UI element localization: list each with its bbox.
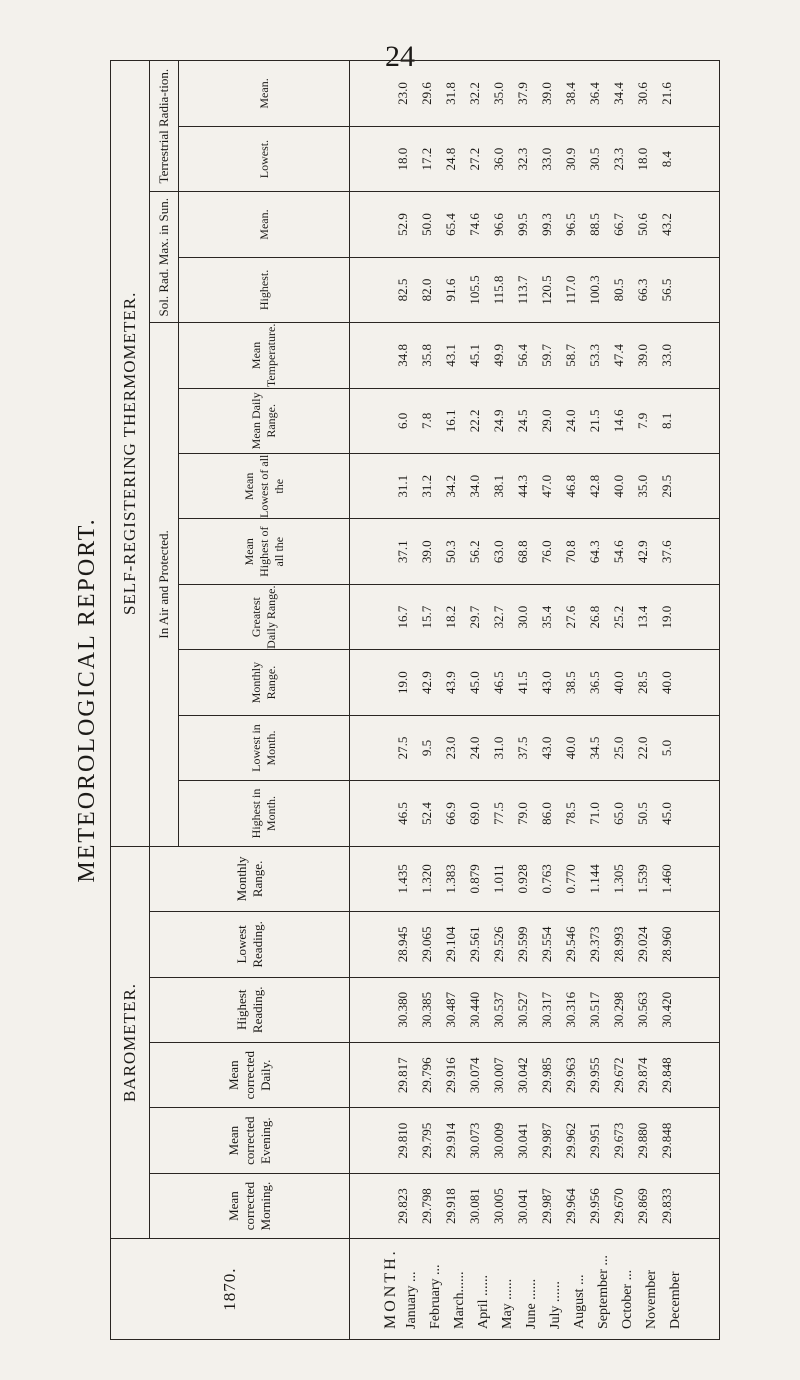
data-column-10 [350,584,720,649]
table-cell: 77.5 [490,802,506,825]
table-cell: 42.9 [634,540,650,564]
col-header-1: Mean corrected Morning. [150,1173,350,1238]
table-cell: 29.561 [466,926,482,963]
table-cell: 65.0 [610,802,626,825]
table-cell: 19.0 [658,605,674,629]
barometer-group-header: BAROMETER. [111,846,150,1239]
table-cell: 43.2 [658,213,674,236]
table-cell: 79.0 [514,802,530,825]
table-cell: 58.7 [562,344,578,367]
table-cell: 29.964 [562,1188,578,1224]
table-cell: 21.5 [586,409,602,433]
rotated-table-sheet [70,60,730,1340]
month-name: February ... [427,1264,443,1329]
table-cell: 42.9 [418,671,434,694]
data-column-14 [350,323,720,388]
table-cell: 46.5 [490,671,506,694]
data-column-6 [350,846,720,911]
col-header-14: Mean Temperature. [179,323,350,388]
col-header-18: Mean. [179,61,350,127]
table-cell: 45.0 [466,671,482,694]
table-cell: 5.0 [658,739,674,757]
month-name: September ... [595,1255,611,1329]
table-cell: 24.8 [442,147,458,171]
table-cell: 1.539 [634,864,650,894]
table-cell: 31.0 [490,736,506,760]
table-cell: 29.024 [634,926,650,963]
table-cell: 30.005 [490,1188,506,1224]
table-cell: 29.963 [562,1057,578,1094]
table-cell: 30.041 [514,1122,530,1159]
data-column-12 [350,454,720,519]
table-cell: 29.810 [394,1122,410,1159]
table-cell: 30.298 [610,991,626,1028]
table-cell: 29.672 [610,1057,626,1094]
table-cell: 28.5 [634,671,650,694]
table-cell: 1.383 [442,864,458,894]
table-cell: 27.2 [466,147,482,171]
table-cell: 30.081 [466,1188,482,1224]
table-cell: 96.5 [562,213,578,236]
table-cell: 96.6 [490,213,506,236]
table-cell: 30.440 [466,991,482,1028]
table-cell: 29.874 [634,1057,650,1094]
table-cell: 29.546 [562,926,578,963]
sol-rad-subgroup-header: Sol. Rad. Max. in Sun. [150,192,179,323]
table-cell: 113.7 [514,275,530,305]
table-cell: 88.5 [586,213,602,236]
col-header-11: Mean Highest of all the [179,519,350,584]
table-cell: 38.5 [562,671,578,694]
table-cell: 28.993 [610,926,626,963]
table-cell: 1.011 [490,864,506,894]
table-cell: 26.8 [586,605,602,629]
table-cell: 29.916 [442,1057,458,1094]
table-cell: 29.065 [418,926,434,963]
table-cell: 24.0 [562,409,578,433]
table-cell: 29.526 [490,926,506,963]
table-cell: 120.5 [538,275,554,305]
table-cell: 29.0 [538,409,554,433]
table-cell: 30.537 [490,991,506,1028]
table-cell: 29.848 [658,1122,674,1159]
thermometer-group-header: SELF-REGISTERING THERMOMETER. [111,61,150,847]
table-cell: 41.5 [514,671,530,694]
table-cell: 35.0 [490,82,506,105]
table-cell: 30.385 [418,991,434,1028]
table-cell: 36.4 [586,82,602,105]
table-cell: 43.9 [442,671,458,694]
table-cell: 18.0 [394,147,410,171]
table-cell: 1.320 [418,864,434,894]
col-header-5: Lowest Reading. [150,912,350,977]
table-cell: 30.007 [490,1057,506,1094]
table-cell: 66.7 [610,213,626,236]
table-cell: 32.3 [514,147,530,171]
table-cell: 29.5 [658,474,674,498]
table-cell: 82.5 [394,278,410,302]
table-cell: 54.6 [610,540,626,564]
col-header-6: Monthly Range. [150,846,350,911]
col-header-12: Mean Lowest of all the [179,454,350,519]
table-cell: 0.770 [562,864,578,894]
table-cell: 9.5 [418,739,434,757]
table-cell: 24.5 [514,409,530,433]
table-cell: 24.0 [466,736,482,760]
table-cell: 29.554 [538,926,554,963]
data-column-15 [350,257,720,322]
table-cell: 40.0 [658,671,674,694]
table-cell: 45.0 [658,802,674,825]
table-cell: 29.373 [586,926,602,963]
col-header-2: Mean corrected Evening. [150,1108,350,1173]
year-label: 1870. [111,1239,350,1340]
table-cell: 23.0 [394,82,410,105]
table-cell: 40.0 [562,736,578,760]
table-cell: 29.985 [538,1057,554,1094]
table-cell: 30.316 [562,991,578,1028]
data-column-17 [350,126,720,191]
table-cell: 34.2 [442,474,458,498]
table-cell: 29.670 [610,1188,626,1224]
month-name: March...... [451,1271,467,1329]
table-cell: 29.795 [418,1122,434,1159]
table-cell: 29.798 [418,1188,434,1224]
table-cell: 76.0 [538,540,554,564]
table-cell: 15.7 [418,605,434,629]
meteorological-table [110,60,720,1340]
table-cell: 47.4 [610,344,626,367]
col-header-17: Lowest. [179,126,350,191]
data-column-7 [350,781,720,846]
table-cell: 14.6 [610,409,626,433]
data-column-16 [350,192,720,257]
col-header-10: Greatest Daily Range. [179,584,350,649]
table-cell: 30.073 [466,1122,482,1159]
col-header-8: Lowest in Month. [179,715,350,780]
table-cell: 17.2 [418,147,434,171]
table-cell: 1.460 [658,864,674,894]
table-cell: 13.4 [634,605,650,629]
table-cell: 22.2 [466,409,482,433]
table-cell: 0.928 [514,864,530,894]
table-cell: 43.1 [442,344,458,367]
table-cell: 27.5 [394,736,410,760]
table-cell: 45.1 [466,344,482,367]
table-cell: 91.6 [442,278,458,302]
table-cell: 34.5 [586,736,602,760]
table-cell: 36.0 [490,147,506,171]
data-column-1 [350,1173,720,1238]
table-cell: 29.951 [586,1122,602,1159]
table-cell: 31.1 [394,474,410,498]
table-cell: 8.1 [658,412,674,429]
table-cell: 71.0 [586,802,602,825]
table-cell: 29.796 [418,1057,434,1094]
table-cell: 23.3 [610,147,626,171]
col-header-4: Highest Reading. [150,977,350,1042]
table-cell: 30.487 [442,991,458,1028]
month-name: May ...... [499,1278,515,1329]
data-column-8 [350,715,720,780]
table-cell: 6.0 [394,412,410,429]
data-column-13 [350,388,720,453]
table-cell: 31.2 [418,474,434,498]
report-title: METEOROLOGICAL REPORT. [74,517,100,883]
month-name: January ... [403,1271,419,1329]
table-cell: 29.869 [634,1188,650,1224]
month-name: June ...... [523,1278,539,1329]
table-cell: 38.1 [490,474,506,498]
col-header-15: Highest. [179,257,350,322]
table-cell: 40.0 [610,474,626,498]
table-cell: 37.6 [658,540,674,564]
table-cell: 21.6 [658,82,674,105]
table-cell: 53.3 [586,344,602,367]
table-cell: 37.5 [514,736,530,760]
table-cell: 64.3 [586,540,602,564]
table-cell: 29.955 [586,1057,602,1094]
table-cell: 29.7 [466,605,482,629]
table-cell: 39.0 [634,344,650,367]
table-cell: 29.6 [418,82,434,105]
table-cell: 30.517 [586,991,602,1028]
table-cell: 42.8 [586,474,602,498]
table-cell: 70.8 [562,540,578,564]
table-cell: 29.833 [658,1188,674,1224]
table-cell: 34.4 [610,82,626,105]
table-cell: 29.599 [514,926,530,963]
month-name: October ... [619,1269,635,1329]
table-cell: 32.7 [490,605,506,629]
table-cell: 63.0 [490,540,506,564]
table-cell: 18.0 [634,147,650,171]
table-cell: 27.6 [562,605,578,629]
table-cell: 52.4 [418,802,434,825]
month-name: April ...... [475,1274,491,1329]
table-cell: 50.6 [634,213,650,236]
table-cell: 25.2 [610,605,626,629]
table-cell: 31.8 [442,82,458,105]
table-cell: 29.823 [394,1188,410,1224]
month-name: November [643,1269,659,1329]
month-name: August ... [571,1274,587,1329]
table-cell: 82.0 [418,278,434,302]
table-cell: 69.0 [466,802,482,825]
table-cell: 29.817 [394,1057,410,1094]
table-cell: 34.8 [394,344,410,367]
col-header-13: Mean Daily Range. [179,388,350,453]
in-air-subgroup-header: In Air and Protected. [150,323,179,847]
col-header-9: Monthly Range. [179,650,350,715]
table-cell: 68.8 [514,540,530,564]
data-column-18 [350,61,720,127]
table-cell: 33.0 [538,147,554,171]
table-cell: 56.4 [514,344,530,367]
table-cell: 29.987 [538,1122,554,1159]
table-cell: 47.0 [538,474,554,498]
table-cell: 7.9 [634,412,650,429]
col-header-7: Highest in Month. [179,781,350,846]
table-cell: 16.7 [394,605,410,629]
table-cell: 99.5 [514,213,530,236]
table-cell: 37.1 [394,540,410,564]
table-cell: 35.4 [538,605,554,629]
table-cell: 29.956 [586,1188,602,1224]
data-column-2 [350,1108,720,1173]
table-cell: 39.0 [418,540,434,564]
table-cell: 33.0 [658,344,674,367]
table-cell: 65.4 [442,213,458,236]
table-cell: 8.4 [658,150,674,168]
table-cell: 30.317 [538,991,554,1028]
data-column-11 [350,519,720,584]
table-cell: 29.918 [442,1188,458,1224]
table-cell: 39.0 [538,82,554,105]
table-cell: 34.0 [466,474,482,498]
table-cell: 56.2 [466,540,482,564]
table-cell: 43.0 [538,671,554,694]
table-cell: 28.960 [658,926,674,963]
table-cell: 25.0 [610,736,626,760]
table-cell: 1.144 [586,864,602,894]
data-column-3 [350,1043,720,1108]
month-name: July ...... [547,1281,563,1329]
table-cell: 30.042 [514,1057,530,1094]
table-cell: 30.420 [658,991,674,1028]
table-cell: 36.5 [586,671,602,694]
table-cell: 30.0 [514,605,530,629]
table-cell: 117.0 [562,275,578,305]
table-cell: 50.5 [634,802,650,825]
month-header-cell [350,1239,720,1340]
table-cell: 30.563 [634,991,650,1028]
table-cell: 74.6 [466,213,482,236]
table-cell: 24.9 [490,409,506,433]
terrestrial-subgroup-header: Terrestrial Radia-tion. [150,61,179,192]
table-cell: 29.987 [538,1188,554,1224]
table-cell: 99.3 [538,213,554,236]
month-header: MONTH. [381,1248,399,1329]
table-cell: 38.4 [562,82,578,105]
table-cell: 50.0 [418,213,434,236]
table-cell: 19.0 [394,671,410,694]
table-cell: 30.5 [586,147,602,171]
table-cell: 100.3 [586,275,602,305]
table-cell: 40.0 [610,671,626,694]
table-cell: 66.9 [442,802,458,825]
table-cell: 29.914 [442,1122,458,1159]
table-cell: 30.6 [634,82,650,105]
table-cell: 30.041 [514,1188,530,1224]
table-cell: 29.848 [658,1057,674,1094]
data-column-5 [350,912,720,977]
table-cell: 78.5 [562,802,578,825]
table-cell: 115.8 [490,275,506,305]
table-cell: 52.9 [394,213,410,236]
month-list [400,1239,688,1329]
table-cell: 30.527 [514,991,530,1028]
table-cell: 86.0 [538,802,554,825]
table-cell: 35.8 [418,344,434,367]
table-cell: 46.5 [394,802,410,825]
table-cell: 18.2 [442,605,458,629]
table-cell: 28.945 [394,926,410,963]
table-cell: 1.305 [610,864,626,894]
col-header-16: Mean. [179,192,350,257]
table-cell: 1.435 [394,864,410,894]
table-cell: 43.0 [538,736,554,760]
table-cell: 30.380 [394,991,410,1028]
table-cell: 37.9 [514,82,530,105]
table-cell: 7.8 [418,412,434,429]
table-cell: 30.9 [562,147,578,171]
table-cell: 16.1 [442,409,458,433]
page-number: 24 [385,40,415,73]
table-cell: 0.763 [538,864,554,894]
table-cell: 29.880 [634,1122,650,1159]
data-column-4 [350,977,720,1042]
table-cell: 29.673 [610,1122,626,1159]
table-cell: 66.3 [634,278,650,302]
data-column-9 [350,650,720,715]
table-cell: 32.2 [466,82,482,105]
table-cell: 56.5 [658,278,674,302]
month-name: December [667,1271,683,1329]
table-cell: 23.0 [442,736,458,760]
table-cell: 35.0 [634,474,650,498]
col-header-3: Mean corrected Daily. [150,1043,350,1108]
table-cell: 105.5 [466,275,482,305]
table-cell: 44.3 [514,474,530,498]
table-cell: 30.009 [490,1122,506,1159]
table-cell: 80.5 [610,278,626,302]
table-cell: 30.074 [466,1057,482,1094]
table-cell: 29.962 [562,1122,578,1159]
table-cell: 29.104 [442,926,458,963]
table-cell: 22.0 [634,736,650,760]
table-cell: 46.8 [562,474,578,498]
table-cell: 49.9 [490,344,506,367]
table-cell: 59.7 [538,344,554,367]
table-cell: 0.879 [466,864,482,894]
table-cell: 50.3 [442,540,458,564]
